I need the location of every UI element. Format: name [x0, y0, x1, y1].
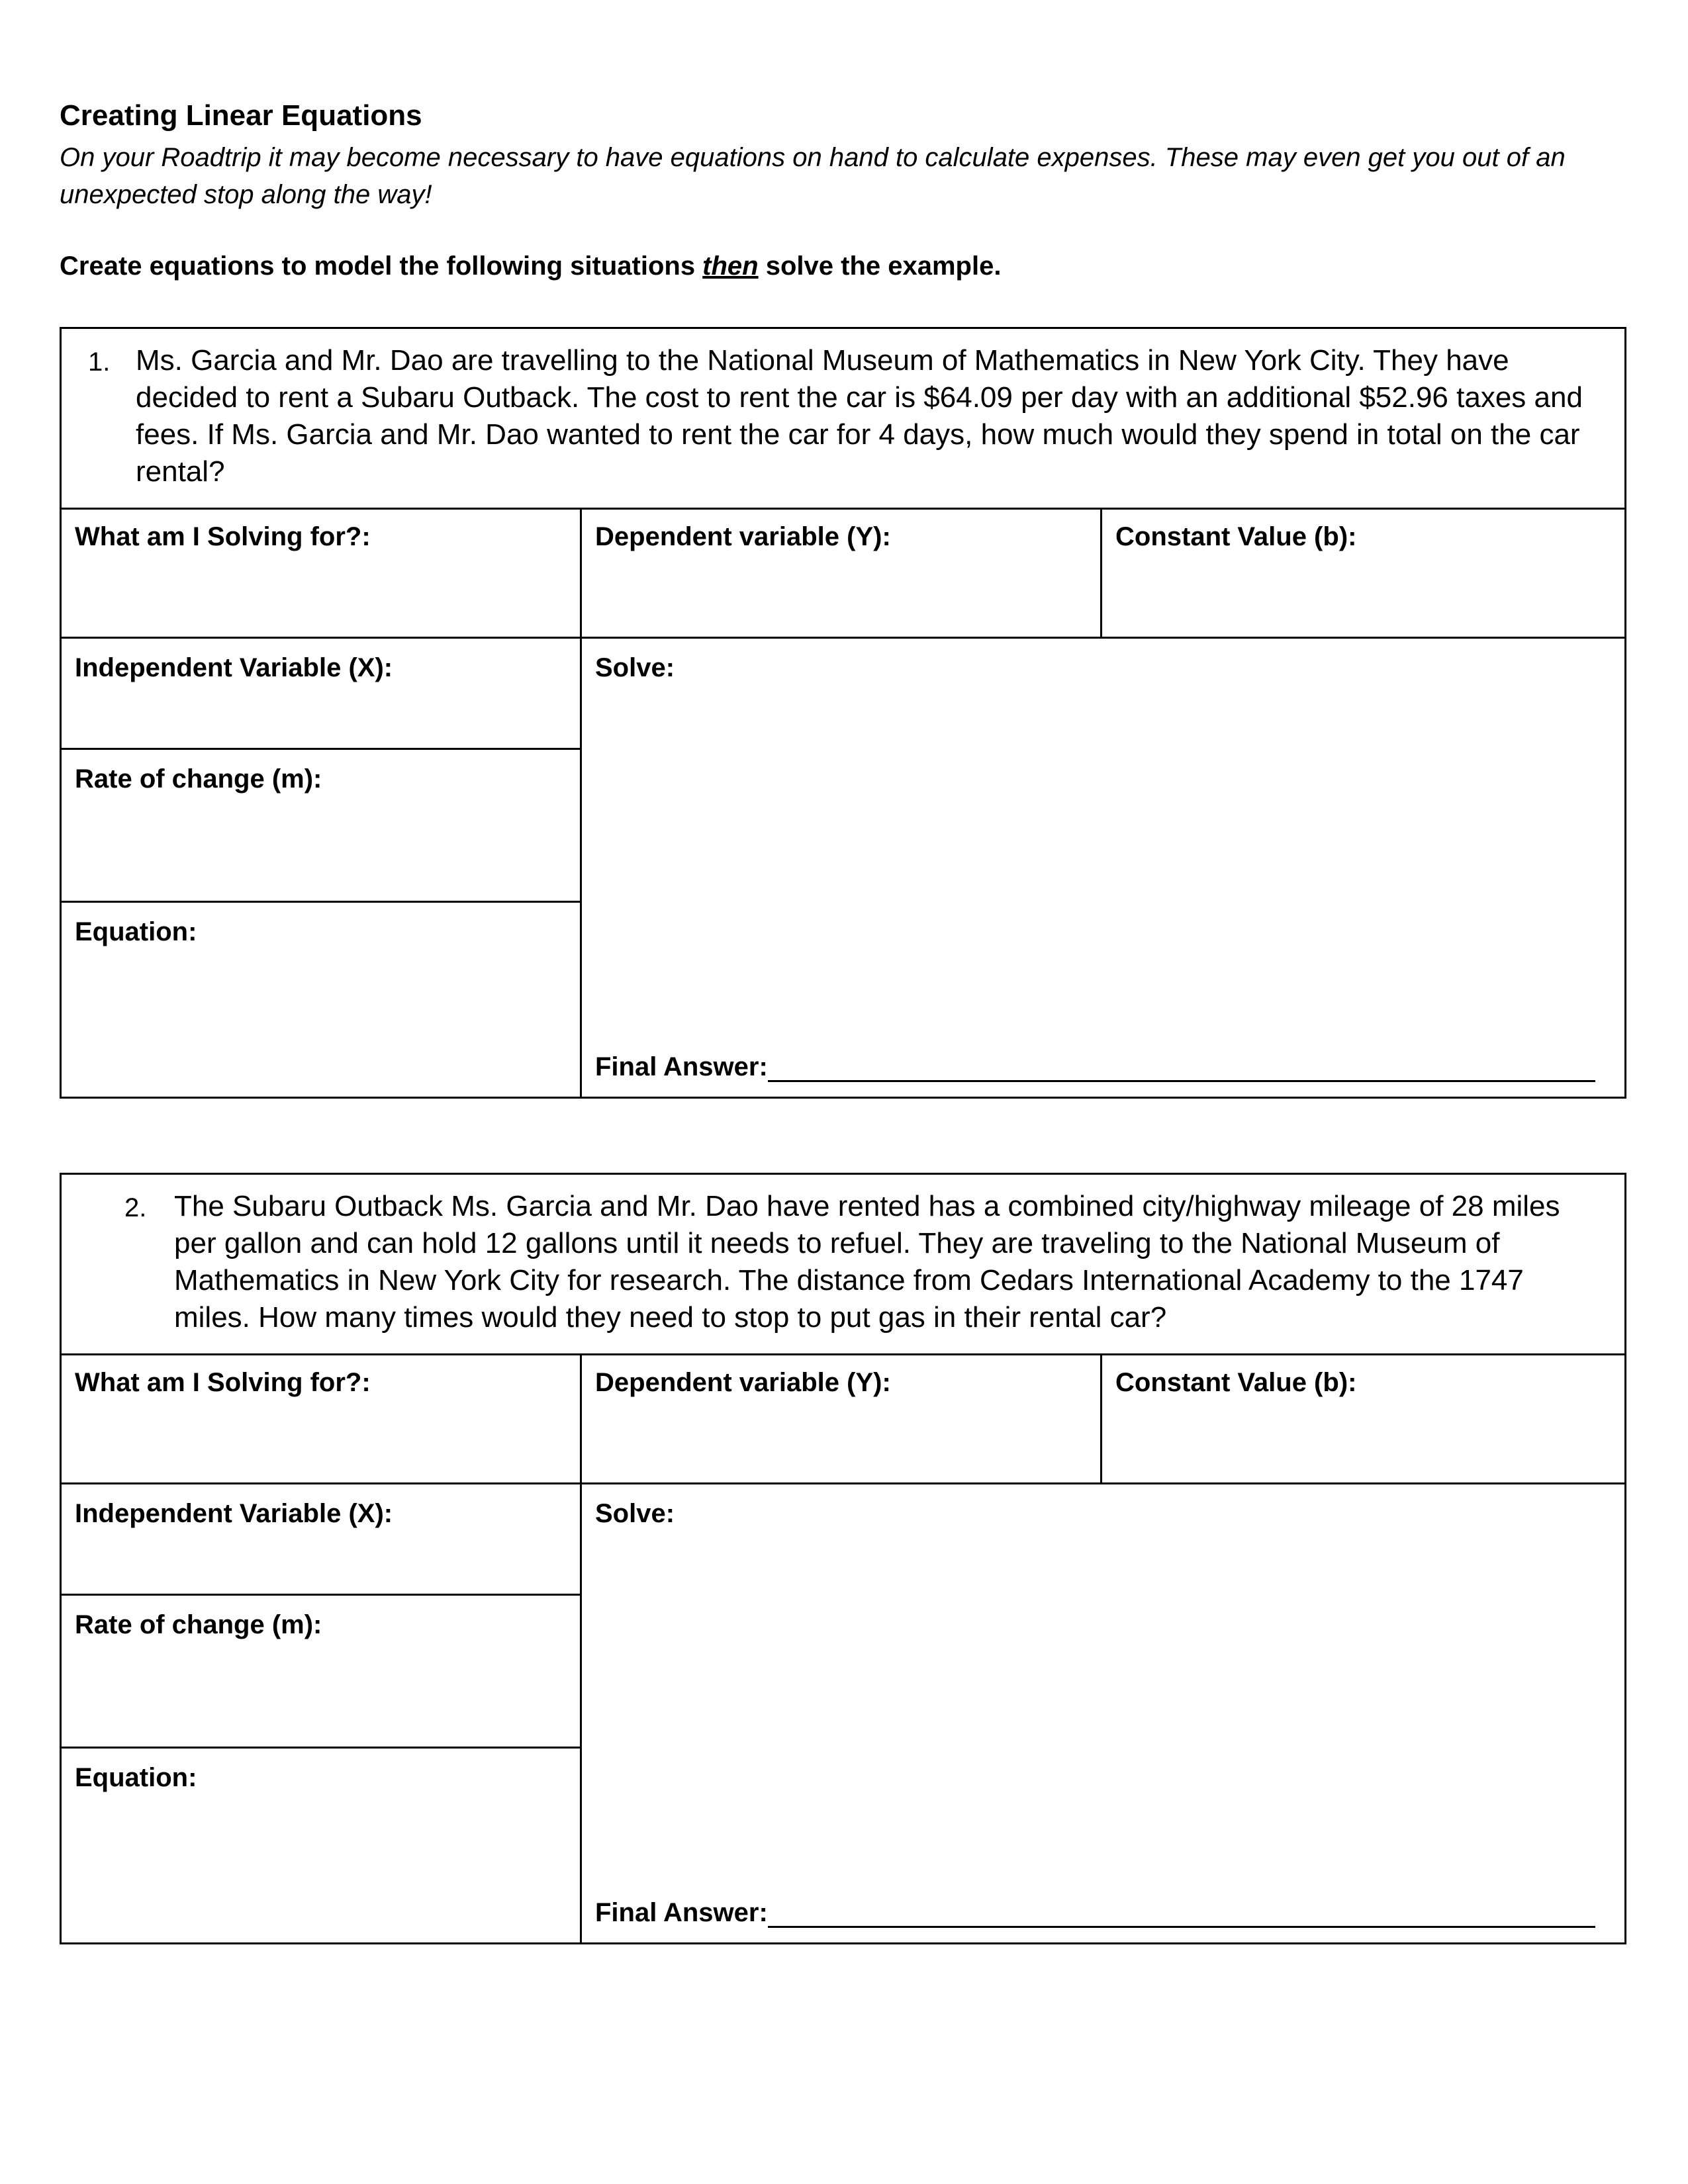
problem-2-table — [60, 1173, 1626, 1944]
problem-1-final-answer[interactable] — [595, 1050, 1595, 1082]
problem-2-solve-cell[interactable] — [582, 1484, 1624, 1944]
problem-1-rate-cell[interactable] — [62, 750, 580, 901]
problem-1-solve-cell[interactable] — [582, 639, 1624, 1099]
problem-2-dependent-label: Dependent variable (Y): — [595, 1368, 891, 1397]
instruction-emphasis: then — [702, 251, 759, 281]
problem-2-independent-cell[interactable] — [62, 1484, 580, 1594]
problem-1-dependent-cell[interactable] — [582, 508, 1100, 637]
problem-2-rate-cell[interactable] — [62, 1596, 580, 1747]
problem-2-constant-cell[interactable] — [1102, 1353, 1624, 1482]
problem-2-dependent-cell[interactable] — [582, 1353, 1100, 1482]
problem-2-final-answer-label: Final Answer: — [595, 1898, 768, 1927]
problem-1-final-answer-label: Final Answer: — [595, 1052, 768, 1081]
problem-1-independent-label: Independent Variable (X): — [75, 653, 393, 682]
worksheet-instruction — [60, 251, 1001, 281]
problem-1-table — [60, 327, 1626, 1099]
instruction-text-after: solve the example. — [758, 251, 1002, 281]
worksheet-title: Creating Linear Equations — [60, 99, 422, 132]
problem-1-number: 1. — [88, 347, 111, 377]
problem-2-solving-for-label: What am I Solving for?: — [75, 1368, 371, 1397]
problem-1-final-answer-line[interactable] — [768, 1055, 1595, 1082]
problem-1-dependent-label: Dependent variable (Y): — [595, 522, 891, 551]
problem-2-number: 2. — [124, 1193, 147, 1222]
problem-2-solve-label: Solve: — [595, 1499, 675, 1528]
problem-1-solving-for-label: What am I Solving for?: — [75, 522, 371, 551]
problem-2-independent-label: Independent Variable (X): — [75, 1499, 393, 1528]
problem-2-text: The Subaru Outback Ms. Garcia and Mr. Dao have rented has a combined city/highway mileage of 28 miles per gallon and can hold 12 gallons until it needs to refuel. They are traveling to the National Museum of Mathematics in New York City for research. The distance from Cedars International Academy to the 1747 miles. How many times would they need to stop to put gas in their rental car? — [174, 1190, 1560, 1334]
problem-1-constant-label: Constant Value (b): — [1115, 522, 1357, 551]
problem-2-equation-cell[interactable] — [62, 1749, 580, 1944]
problem-1-equation-label: Equation: — [75, 917, 197, 946]
problem-1-equation-cell[interactable] — [62, 903, 580, 1099]
problem-2-final-answer[interactable] — [595, 1896, 1595, 1928]
problem-1-text: Ms. Garcia and Mr. Dao are travelling to the National Museum of Mathematics in New York City. They have decided to rent a Subaru Outback. The cost to rent the car is $64.09 per day with an additional $52.96 taxes and fees. If Ms. Garcia and Mr. Dao wanted to rent the car for 4 days, how much would they spend in total on the car rental? — [136, 344, 1583, 488]
worksheet-intro: On your Roadtrip it may become necessary to have equations on hand to calculate expenses. These may even get you out of an unexpected stop along the way! — [60, 143, 1566, 209]
problem-1-solving-for-cell[interactable] — [62, 508, 580, 637]
problem-1-rate-label: Rate of change (m): — [75, 764, 322, 794]
problem-2-rate-label: Rate of change (m): — [75, 1610, 322, 1639]
instruction-text-before: Create equations to model the following situations — [60, 251, 703, 281]
problem-2-solving-for-cell[interactable] — [62, 1353, 580, 1482]
problem-1-constant-cell[interactable] — [1102, 508, 1624, 637]
problem-1-solve-label: Solve: — [595, 653, 675, 682]
problem-1-independent-cell[interactable] — [62, 639, 580, 748]
problem-1-statement — [62, 329, 1624, 510]
problem-2-statement — [62, 1175, 1624, 1355]
problem-2-final-answer-line[interactable] — [768, 1901, 1595, 1928]
problem-2-constant-label: Constant Value (b): — [1115, 1368, 1357, 1397]
problem-2-equation-label: Equation: — [75, 1763, 197, 1792]
